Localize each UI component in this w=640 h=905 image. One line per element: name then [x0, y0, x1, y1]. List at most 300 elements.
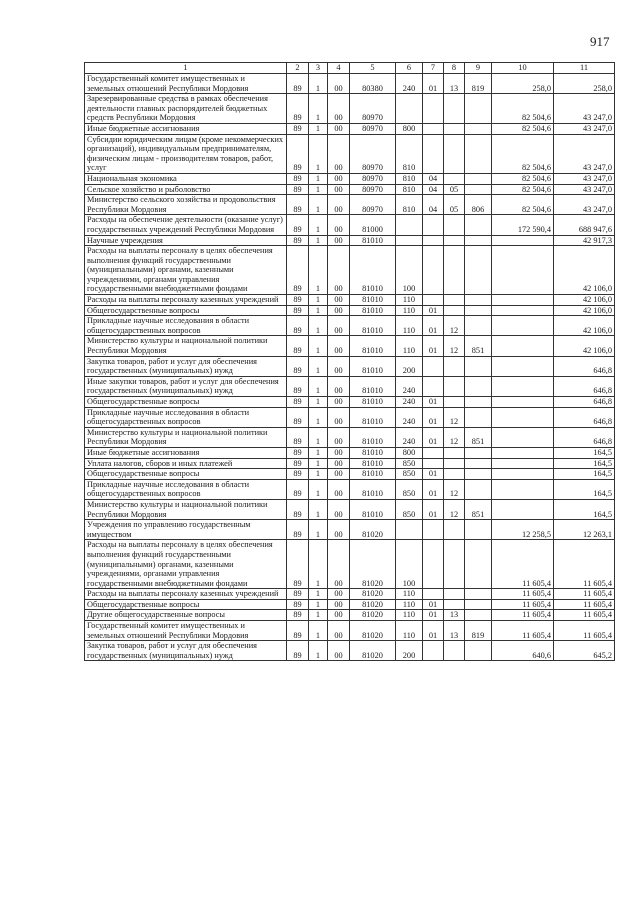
table-row: [85, 235, 615, 246]
table-row: [85, 479, 615, 499]
cell-amount-11: 11 605,4: [554, 589, 615, 600]
cell-amount-10: 11 605,4: [492, 540, 554, 589]
cell-code-7: 01: [423, 499, 444, 519]
cell-amount-10: [492, 336, 554, 356]
cell-code-6: 850: [396, 499, 423, 519]
cell-code-2: 89: [287, 305, 309, 316]
cell-code-3: 1: [309, 195, 328, 215]
table-body: [85, 74, 615, 661]
cell-amount-11: 42 106,0: [554, 295, 615, 306]
cell-amount-11: 12 263,1: [554, 520, 615, 540]
cell-code-8: 12: [444, 499, 465, 519]
cell-code-9: [465, 447, 492, 458]
cell-item-name: Национальная экономика: [85, 173, 287, 184]
cell-code-8: [444, 305, 465, 316]
cell-amount-10: [492, 316, 554, 336]
table-row: [85, 447, 615, 458]
cell-code-3: 1: [309, 610, 328, 621]
cell-code-4: 00: [328, 356, 350, 376]
cell-code-7: [423, 540, 444, 589]
cell-code-5: 80970: [350, 195, 396, 215]
cell-code-7: 01: [423, 407, 444, 427]
table-row: [85, 246, 615, 295]
table-header-row: [85, 63, 615, 74]
cell-amount-11: 164,5: [554, 458, 615, 469]
cell-code-6: 110: [396, 610, 423, 621]
cell-code-2: 89: [287, 215, 309, 235]
cell-amount-11: 164,5: [554, 479, 615, 499]
cell-amount-10: 82 504,6: [492, 123, 554, 134]
cell-amount-10: 11 605,4: [492, 621, 554, 641]
cell-code-8: [444, 447, 465, 458]
cell-amount-11: 43 247,0: [554, 173, 615, 184]
cell-code-5: 81010: [350, 447, 396, 458]
cell-code-3: 1: [309, 397, 328, 408]
cell-amount-10: 640,6: [492, 641, 554, 661]
cell-item-name: Уплата налогов, сборов и иных платежей: [85, 458, 287, 469]
table-row: [85, 316, 615, 336]
table-row: [85, 427, 615, 447]
cell-code-8: 12: [444, 336, 465, 356]
cell-code-9: [465, 610, 492, 621]
table-row: [85, 215, 615, 235]
cell-code-7: [423, 235, 444, 246]
cell-item-name: Закупка товаров, работ и услуг для обеспечения государственных (муниципальных) нужд: [85, 641, 287, 661]
cell-item-name: Расходы на выплаты персоналу в целях обеспечения выполнения функций государственными (муниципальными) органами, казенными учреждениями, органами управления государственными внебюджетными фондами: [85, 540, 287, 589]
cell-item-name: Иные бюджетные ассигнования: [85, 447, 287, 458]
cell-code-3: 1: [309, 173, 328, 184]
cell-code-4: 00: [328, 94, 350, 124]
cell-code-2: 89: [287, 499, 309, 519]
cell-code-4: 00: [328, 599, 350, 610]
cell-amount-10: 82 504,6: [492, 94, 554, 124]
cell-amount-11: 11 605,4: [554, 610, 615, 621]
cell-code-9: [465, 94, 492, 124]
cell-code-4: 00: [328, 397, 350, 408]
table-row: [85, 397, 615, 408]
cell-code-6: 810: [396, 173, 423, 184]
cell-amount-11: 646,8: [554, 407, 615, 427]
cell-code-6: 850: [396, 458, 423, 469]
cell-code-6: 800: [396, 123, 423, 134]
cell-code-7: [423, 295, 444, 306]
cell-code-7: [423, 447, 444, 458]
cell-code-3: 1: [309, 184, 328, 195]
cell-amount-10: [492, 356, 554, 376]
cell-code-8: [444, 520, 465, 540]
cell-code-2: 89: [287, 397, 309, 408]
cell-code-8: [444, 295, 465, 306]
cell-code-9: 851: [465, 499, 492, 519]
table-row: [85, 540, 615, 589]
cell-code-4: 00: [328, 305, 350, 316]
cell-code-9: [465, 479, 492, 499]
cell-code-3: 1: [309, 458, 328, 469]
cell-code-5: 81020: [350, 520, 396, 540]
cell-code-2: 89: [287, 74, 309, 94]
cell-code-3: 1: [309, 94, 328, 124]
cell-item-name: Сельское хозяйство и рыболовство: [85, 184, 287, 195]
cell-amount-11: 42 106,0: [554, 336, 615, 356]
cell-code-2: 89: [287, 641, 309, 661]
table-row: [85, 134, 615, 173]
table-row: [85, 336, 615, 356]
cell-code-2: 89: [287, 235, 309, 246]
cell-code-8: [444, 641, 465, 661]
cell-code-5: 81000: [350, 215, 396, 235]
cell-code-9: [465, 173, 492, 184]
cell-code-2: 89: [287, 447, 309, 458]
cell-item-name: Государственный комитет имущественных и земельных отношений Республики Мордовия: [85, 621, 287, 641]
cell-code-5: 80970: [350, 184, 396, 195]
cell-code-3: 1: [309, 479, 328, 499]
cell-code-6: 100: [396, 540, 423, 589]
cell-code-3: 1: [309, 305, 328, 316]
table-row: [85, 621, 615, 641]
cell-code-9: [465, 407, 492, 427]
cell-item-name: Иные закупки товаров, работ и услуг для обеспечения государственных (муниципальных) нужд: [85, 376, 287, 396]
cell-code-3: 1: [309, 599, 328, 610]
cell-code-3: 1: [309, 641, 328, 661]
table-row: [85, 499, 615, 519]
cell-amount-10: [492, 376, 554, 396]
cell-code-9: [465, 458, 492, 469]
cell-code-3: 1: [309, 621, 328, 641]
cell-code-6: 110: [396, 336, 423, 356]
cell-code-6: 850: [396, 479, 423, 499]
table-row: [85, 184, 615, 195]
cell-item-name: Расходы на выплаты персоналу казенных учреждений: [85, 589, 287, 600]
cell-code-4: 00: [328, 316, 350, 336]
cell-code-8: [444, 397, 465, 408]
cell-code-8: 13: [444, 74, 465, 94]
cell-item-name: Прикладные научные исследования в области общегосударственных вопросов: [85, 479, 287, 499]
cell-item-name: Министерство сельского хозяйства и продовольствия Республики Мордовия: [85, 195, 287, 215]
cell-item-name: Прикладные научные исследования в области общегосударственных вопросов: [85, 407, 287, 427]
cell-code-6: 850: [396, 469, 423, 480]
cell-code-5: 81020: [350, 621, 396, 641]
cell-amount-10: 82 504,6: [492, 134, 554, 173]
cell-item-name: Зарезервированные средства в рамках обеспечения деятельности главных распорядителей бюджетных средств Республики Мордовия: [85, 94, 287, 124]
cell-amount-11: 688 947,6: [554, 215, 615, 235]
cell-code-7: 04: [423, 184, 444, 195]
cell-code-5: 80970: [350, 134, 396, 173]
cell-code-6: [396, 215, 423, 235]
cell-code-7: 01: [423, 316, 444, 336]
col-header-2: 2: [287, 63, 309, 74]
cell-amount-10: [492, 305, 554, 316]
table-row: [85, 610, 615, 621]
cell-code-5: 80970: [350, 173, 396, 184]
cell-code-8: [444, 589, 465, 600]
cell-code-5: 81010: [350, 305, 396, 316]
cell-code-9: 851: [465, 336, 492, 356]
cell-code-7: [423, 520, 444, 540]
cell-code-9: 806: [465, 195, 492, 215]
cell-item-name: Закупка товаров, работ и услуг для обеспечения государственных (муниципальных) нужд: [85, 356, 287, 376]
cell-code-4: 00: [328, 336, 350, 356]
table-row: [85, 641, 615, 661]
cell-code-5: 81010: [350, 376, 396, 396]
cell-code-4: 00: [328, 610, 350, 621]
cell-code-6: 800: [396, 447, 423, 458]
cell-code-4: 00: [328, 235, 350, 246]
cell-code-2: 89: [287, 621, 309, 641]
cell-code-9: [465, 376, 492, 396]
cell-item-name: Общегосударственные вопросы: [85, 305, 287, 316]
cell-amount-10: 11 605,4: [492, 599, 554, 610]
table-row: [85, 195, 615, 215]
cell-code-8: 12: [444, 427, 465, 447]
cell-code-8: [444, 246, 465, 295]
cell-code-9: [465, 469, 492, 480]
cell-amount-11: 164,5: [554, 499, 615, 519]
cell-amount-10: 82 504,6: [492, 173, 554, 184]
cell-code-7: 01: [423, 74, 444, 94]
cell-code-9: [465, 134, 492, 173]
table-row: [85, 305, 615, 316]
cell-code-3: 1: [309, 376, 328, 396]
cell-amount-11: 43 247,0: [554, 134, 615, 173]
cell-code-2: 89: [287, 589, 309, 600]
cell-code-7: 01: [423, 469, 444, 480]
cell-code-4: 00: [328, 184, 350, 195]
cell-code-7: 01: [423, 427, 444, 447]
cell-amount-10: 12 258,5: [492, 520, 554, 540]
cell-code-4: 00: [328, 195, 350, 215]
cell-code-8: 12: [444, 407, 465, 427]
cell-amount-10: [492, 499, 554, 519]
cell-code-4: 00: [328, 427, 350, 447]
cell-code-3: 1: [309, 134, 328, 173]
cell-code-8: 13: [444, 610, 465, 621]
cell-code-4: 00: [328, 458, 350, 469]
cell-code-6: [396, 235, 423, 246]
cell-code-6: 110: [396, 599, 423, 610]
table-row: [85, 295, 615, 306]
cell-amount-10: [492, 469, 554, 480]
cell-code-8: [444, 356, 465, 376]
cell-code-9: [465, 356, 492, 376]
cell-amount-11: 42 917,3: [554, 235, 615, 246]
cell-code-5: 81020: [350, 599, 396, 610]
cell-code-8: [444, 599, 465, 610]
cell-code-6: 240: [396, 74, 423, 94]
col-header-4: 4: [328, 63, 350, 74]
col-header-1: 1: [85, 63, 287, 74]
cell-code-4: 00: [328, 74, 350, 94]
cell-code-5: 81010: [350, 469, 396, 480]
table-row: [85, 520, 615, 540]
cell-code-8: 05: [444, 195, 465, 215]
cell-code-8: [444, 215, 465, 235]
cell-code-2: 89: [287, 520, 309, 540]
cell-code-9: [465, 123, 492, 134]
cell-code-7: 01: [423, 336, 444, 356]
cell-code-7: [423, 134, 444, 173]
cell-item-name: Иные бюджетные ассигнования: [85, 123, 287, 134]
table-row: [85, 469, 615, 480]
cell-code-6: 110: [396, 305, 423, 316]
cell-amount-10: 11 605,4: [492, 589, 554, 600]
cell-code-4: 00: [328, 215, 350, 235]
cell-code-5: 80970: [350, 123, 396, 134]
col-header-5: 5: [350, 63, 396, 74]
cell-code-9: [465, 215, 492, 235]
cell-code-4: 00: [328, 447, 350, 458]
cell-code-5: 81010: [350, 397, 396, 408]
cell-amount-11: 11 605,4: [554, 621, 615, 641]
cell-item-name: Субсидии юридическим лицам (кроме некоммерческих организаций), индивидуальным предпринимателям, физическим лицам - производителям товаров, работ, услуг: [85, 134, 287, 173]
cell-code-6: 110: [396, 316, 423, 336]
cell-code-7: 01: [423, 621, 444, 641]
cell-code-2: 89: [287, 246, 309, 295]
cell-code-5: 81020: [350, 540, 396, 589]
cell-code-8: [444, 235, 465, 246]
cell-code-5: 81010: [350, 336, 396, 356]
cell-code-8: 12: [444, 316, 465, 336]
cell-code-3: 1: [309, 316, 328, 336]
cell-code-4: 00: [328, 499, 350, 519]
cell-code-5: 81010: [350, 295, 396, 306]
cell-code-6: 110: [396, 589, 423, 600]
cell-code-7: [423, 215, 444, 235]
cell-code-7: [423, 356, 444, 376]
cell-item-name: Расходы на выплаты персоналу в целях обеспечения выполнения функций государственными (муниципальными) органами, казенными учреждениями, органами управления государственными внебюджетными фондами: [85, 246, 287, 295]
cell-code-8: [444, 540, 465, 589]
cell-code-7: [423, 458, 444, 469]
cell-amount-10: 11 605,4: [492, 610, 554, 621]
cell-code-5: 81020: [350, 641, 396, 661]
cell-amount-10: [492, 397, 554, 408]
cell-code-7: [423, 123, 444, 134]
table-row: [85, 589, 615, 600]
cell-code-3: 1: [309, 520, 328, 540]
cell-amount-11: 258,0: [554, 74, 615, 94]
cell-code-5: 80970: [350, 94, 396, 124]
cell-code-2: 89: [287, 427, 309, 447]
cell-code-2: 89: [287, 295, 309, 306]
cell-code-6: 240: [396, 407, 423, 427]
cell-code-6: 810: [396, 195, 423, 215]
cell-amount-11: 42 106,0: [554, 316, 615, 336]
page-number: 917: [590, 34, 610, 49]
cell-code-8: [444, 94, 465, 124]
cell-code-5: 81020: [350, 610, 396, 621]
cell-code-4: 00: [328, 134, 350, 173]
cell-code-9: [465, 184, 492, 195]
cell-item-name: Общегосударственные вопросы: [85, 469, 287, 480]
cell-code-4: 00: [328, 246, 350, 295]
cell-code-8: [444, 123, 465, 134]
cell-code-8: 13: [444, 621, 465, 641]
cell-code-5: 80380: [350, 74, 396, 94]
cell-code-7: [423, 641, 444, 661]
cell-code-5: 81010: [350, 407, 396, 427]
cell-code-4: 00: [328, 469, 350, 480]
cell-item-name: Учреждения по управлению государственным имуществом: [85, 520, 287, 540]
table-row: [85, 94, 615, 124]
cell-code-3: 1: [309, 356, 328, 376]
cell-code-2: 89: [287, 134, 309, 173]
cell-amount-11: 164,5: [554, 469, 615, 480]
cell-code-8: 12: [444, 479, 465, 499]
cell-code-6: 200: [396, 641, 423, 661]
table-row: [85, 599, 615, 610]
cell-code-6: 240: [396, 397, 423, 408]
cell-code-3: 1: [309, 540, 328, 589]
cell-code-7: 04: [423, 195, 444, 215]
col-header-8: 8: [444, 63, 465, 74]
table-row: [85, 356, 615, 376]
cell-code-9: [465, 305, 492, 316]
cell-amount-10: 172 590,4: [492, 215, 554, 235]
cell-item-name: Расходы на обеспечение деятельности (оказание услуг) государственных учреждений Республики Мордовия: [85, 215, 287, 235]
cell-code-6: [396, 520, 423, 540]
cell-amount-10: [492, 295, 554, 306]
cell-code-3: 1: [309, 235, 328, 246]
cell-amount-10: 258,0: [492, 74, 554, 94]
cell-code-9: 851: [465, 427, 492, 447]
cell-code-4: 00: [328, 407, 350, 427]
cell-code-4: 00: [328, 589, 350, 600]
cell-code-2: 89: [287, 479, 309, 499]
table-row: [85, 458, 615, 469]
cell-code-7: 01: [423, 599, 444, 610]
cell-amount-11: 43 247,0: [554, 94, 615, 124]
cell-code-9: [465, 316, 492, 336]
cell-item-name: Научные учреждения: [85, 235, 287, 246]
cell-code-7: 04: [423, 173, 444, 184]
cell-amount-11: 42 106,0: [554, 246, 615, 295]
cell-code-2: 89: [287, 458, 309, 469]
cell-code-8: [444, 469, 465, 480]
cell-code-9: [465, 641, 492, 661]
cell-code-5: 81010: [350, 458, 396, 469]
table-row: [85, 376, 615, 396]
cell-code-3: 1: [309, 469, 328, 480]
table-row: [85, 74, 615, 94]
cell-code-2: 89: [287, 599, 309, 610]
cell-amount-11: 646,8: [554, 397, 615, 408]
cell-code-3: 1: [309, 447, 328, 458]
table-row: [85, 407, 615, 427]
cell-code-4: 00: [328, 520, 350, 540]
cell-code-5: 81010: [350, 246, 396, 295]
cell-item-name: Общегосударственные вопросы: [85, 599, 287, 610]
cell-code-4: 00: [328, 295, 350, 306]
cell-amount-11: 646,8: [554, 376, 615, 396]
cell-code-3: 1: [309, 427, 328, 447]
cell-amount-11: 164,5: [554, 447, 615, 458]
cell-code-4: 00: [328, 641, 350, 661]
cell-code-2: 89: [287, 469, 309, 480]
cell-amount-10: [492, 427, 554, 447]
cell-amount-11: 11 605,4: [554, 540, 615, 589]
cell-amount-10: [492, 447, 554, 458]
cell-code-7: [423, 246, 444, 295]
cell-amount-11: 646,8: [554, 356, 615, 376]
cell-item-name: Расходы на выплаты персоналу казенных учреждений: [85, 295, 287, 306]
cell-amount-10: [492, 479, 554, 499]
cell-code-3: 1: [309, 589, 328, 600]
cell-code-4: 00: [328, 540, 350, 589]
cell-code-9: [465, 295, 492, 306]
cell-code-5: 81010: [350, 356, 396, 376]
cell-code-7: 01: [423, 610, 444, 621]
cell-code-9: [465, 599, 492, 610]
cell-amount-11: 43 247,0: [554, 195, 615, 215]
